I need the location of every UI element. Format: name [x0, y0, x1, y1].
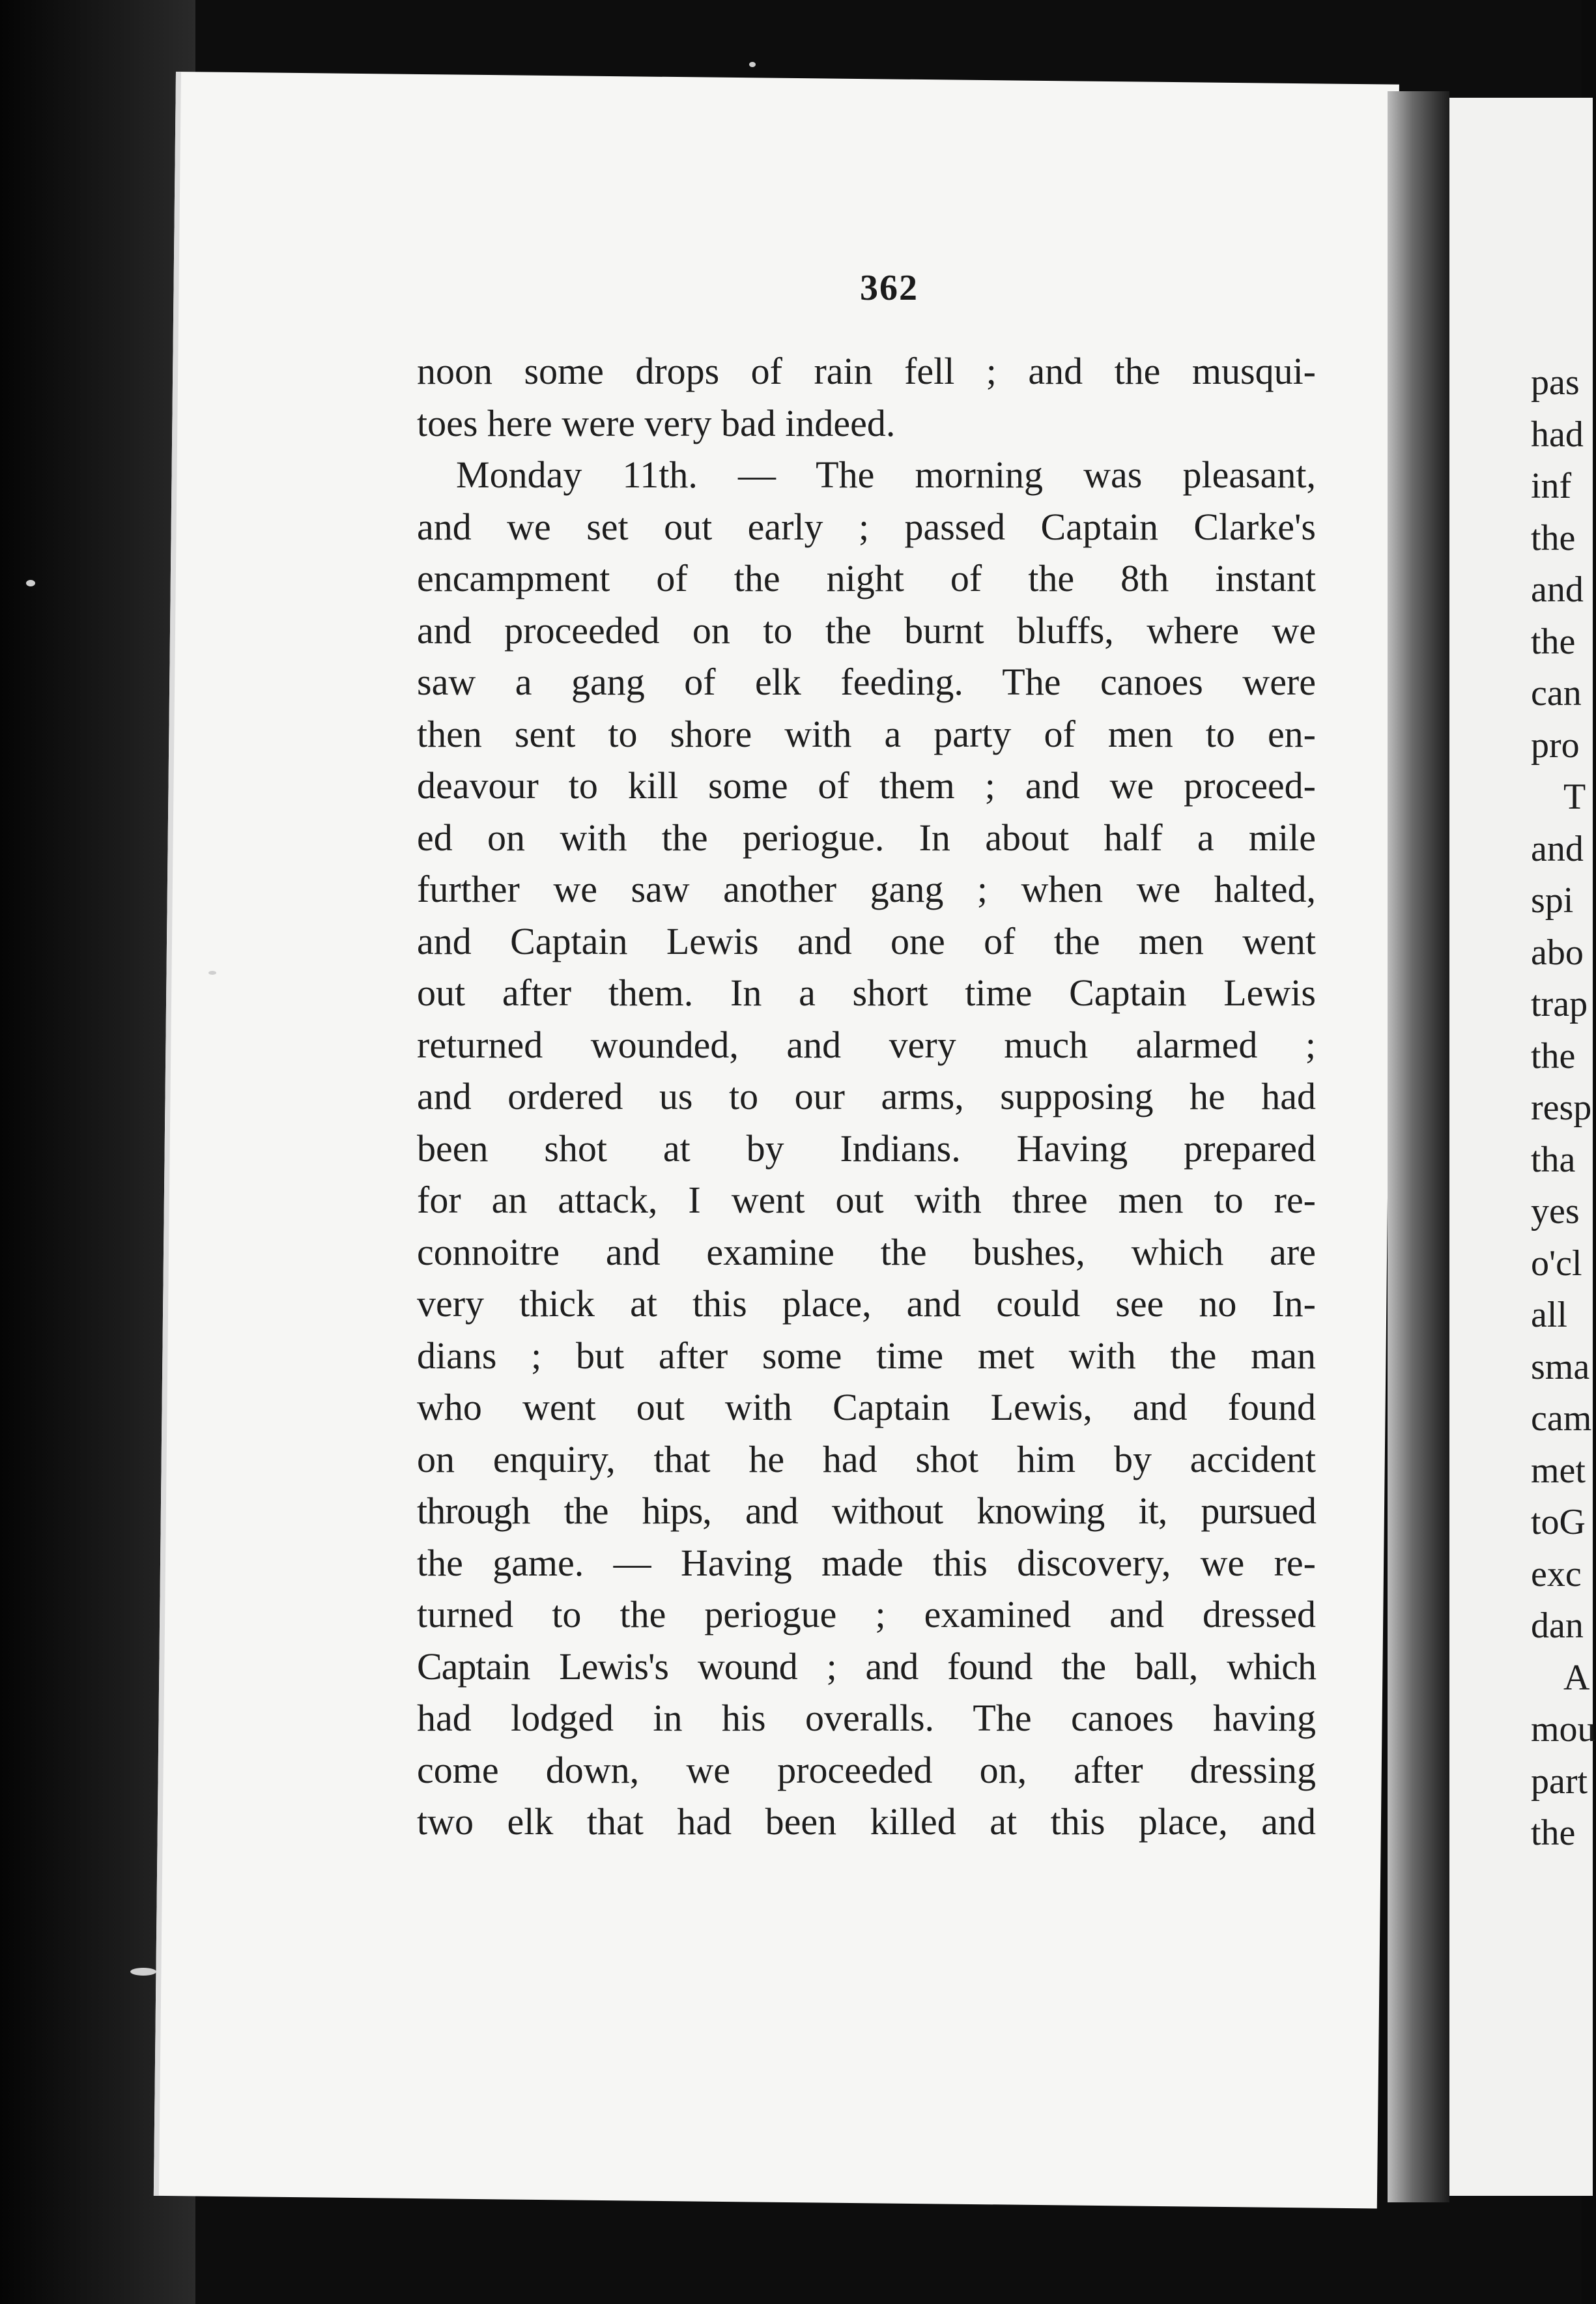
- text-line: deavour to kill some of them ; and we proceed-: [417, 764, 1316, 807]
- text-line: turned to the periogue ; examined and dressed: [417, 1593, 1316, 1635]
- facing-line-fragment: dan: [1531, 1606, 1584, 1646]
- page-number: 362: [860, 268, 919, 308]
- facing-page-text: [1531, 357, 1596, 1860]
- facing-line-fragment: the: [1531, 621, 1576, 662]
- facing-line-fragment: T: [1563, 777, 1586, 817]
- facing-line-fragment: the: [1531, 1813, 1576, 1853]
- text-line: and proceeded on to the burnt bluffs, where we: [417, 609, 1316, 652]
- text-line: noon some drops of rain fell ; and the musqui-: [417, 350, 1316, 392]
- text-line: for an attack, I went out with three men to re-: [417, 1179, 1316, 1221]
- facing-line-fragment: the: [1531, 1035, 1576, 1076]
- text-line: had lodged in his overalls. The canoes having: [417, 1697, 1316, 1739]
- text-line: the game. — Having made this discovery, we re-: [417, 1541, 1316, 1584]
- facing-line-fragment: spi: [1531, 880, 1574, 921]
- scan-speck: [208, 971, 216, 975]
- text-line: and we set out early ; passed Captain Clarke's: [417, 505, 1316, 548]
- facing-line-fragment: tha: [1531, 1139, 1576, 1180]
- facing-line-fragment: resp: [1531, 1087, 1592, 1128]
- facing-line-fragment: part: [1531, 1761, 1588, 1802]
- text-line: out after them. In a short time Captain Lewis: [417, 972, 1316, 1014]
- facing-line-fragment: A: [1563, 1657, 1590, 1698]
- facing-line-fragment: can: [1531, 673, 1582, 713]
- text-line: further we saw another gang ; when we halted,: [417, 868, 1316, 910]
- text-line: been shot at by Indians. Having prepared: [417, 1127, 1316, 1170]
- book-gutter: [1388, 91, 1449, 2202]
- text-line: who went out with Captain Lewis, and found: [417, 1386, 1316, 1428]
- facing-line-fragment: the: [1531, 517, 1576, 558]
- text-line: toes here were very bad indeed.: [417, 401, 896, 444]
- facing-line-fragment: trap: [1531, 984, 1588, 1024]
- facing-line-fragment: pro: [1531, 725, 1580, 766]
- facing-line-fragment: mou: [1531, 1709, 1596, 1750]
- text-line: saw a gang of elk feeding. The canoes were: [417, 661, 1316, 703]
- facing-line-fragment: inf: [1531, 466, 1572, 506]
- facing-line-fragment: exc: [1531, 1553, 1582, 1594]
- text-line: and ordered us to our arms, supposing he had: [417, 1075, 1316, 1117]
- facing-line-fragment: met: [1531, 1450, 1586, 1491]
- text-line: come down, we proceeded on, after dressing: [417, 1748, 1316, 1791]
- scan-speck: [749, 62, 756, 67]
- facing-line-fragment: yes: [1531, 1191, 1580, 1231]
- text-line: encampment of the night of the 8th instant: [417, 557, 1316, 599]
- facing-line-fragment: toG: [1531, 1502, 1586, 1542]
- text-line: on enquiry, that he had shot him by accident: [417, 1437, 1316, 1480]
- facing-line-fragment: sma: [1531, 1346, 1590, 1387]
- text-line: Captain Lewis's wound ; and found the ball, which: [417, 1645, 1316, 1688]
- text-line: very thick at this place, and could see no In-: [417, 1282, 1316, 1325]
- facing-line-fragment: o'cl: [1531, 1243, 1582, 1284]
- text-line: two elk that had been killed at this place, and: [417, 1800, 1316, 1843]
- facing-line-fragment: abo: [1531, 932, 1584, 973]
- text-line: connoitre and examine the bushes, which are: [417, 1230, 1316, 1273]
- page-text: [417, 345, 1316, 1848]
- text-line: Monday 11th. — The morning was pleasant,: [456, 454, 1316, 496]
- text-line: ed on with the periogue. In about half a mile: [417, 816, 1316, 859]
- text-line: dians ; but after some time met with the man: [417, 1334, 1316, 1377]
- facing-line-fragment: cam: [1531, 1398, 1592, 1439]
- facing-line-fragment: and: [1531, 569, 1584, 610]
- facing-line-fragment: all: [1531, 1295, 1567, 1335]
- scan-speck: [26, 580, 35, 586]
- scan-speck: [130, 1968, 156, 1976]
- facing-line-fragment: had: [1531, 414, 1584, 455]
- facing-line-fragment: pas: [1531, 362, 1580, 403]
- facing-line-fragment: and: [1531, 828, 1584, 869]
- text-line: and Captain Lewis and one of the men went: [417, 919, 1316, 962]
- text-line: returned wounded, and very much alarmed ;: [417, 1023, 1316, 1066]
- text-line: then sent to shore with a party of men to en-: [417, 712, 1316, 755]
- text-line: through the hips, and without knowing it, pursued: [417, 1490, 1316, 1532]
